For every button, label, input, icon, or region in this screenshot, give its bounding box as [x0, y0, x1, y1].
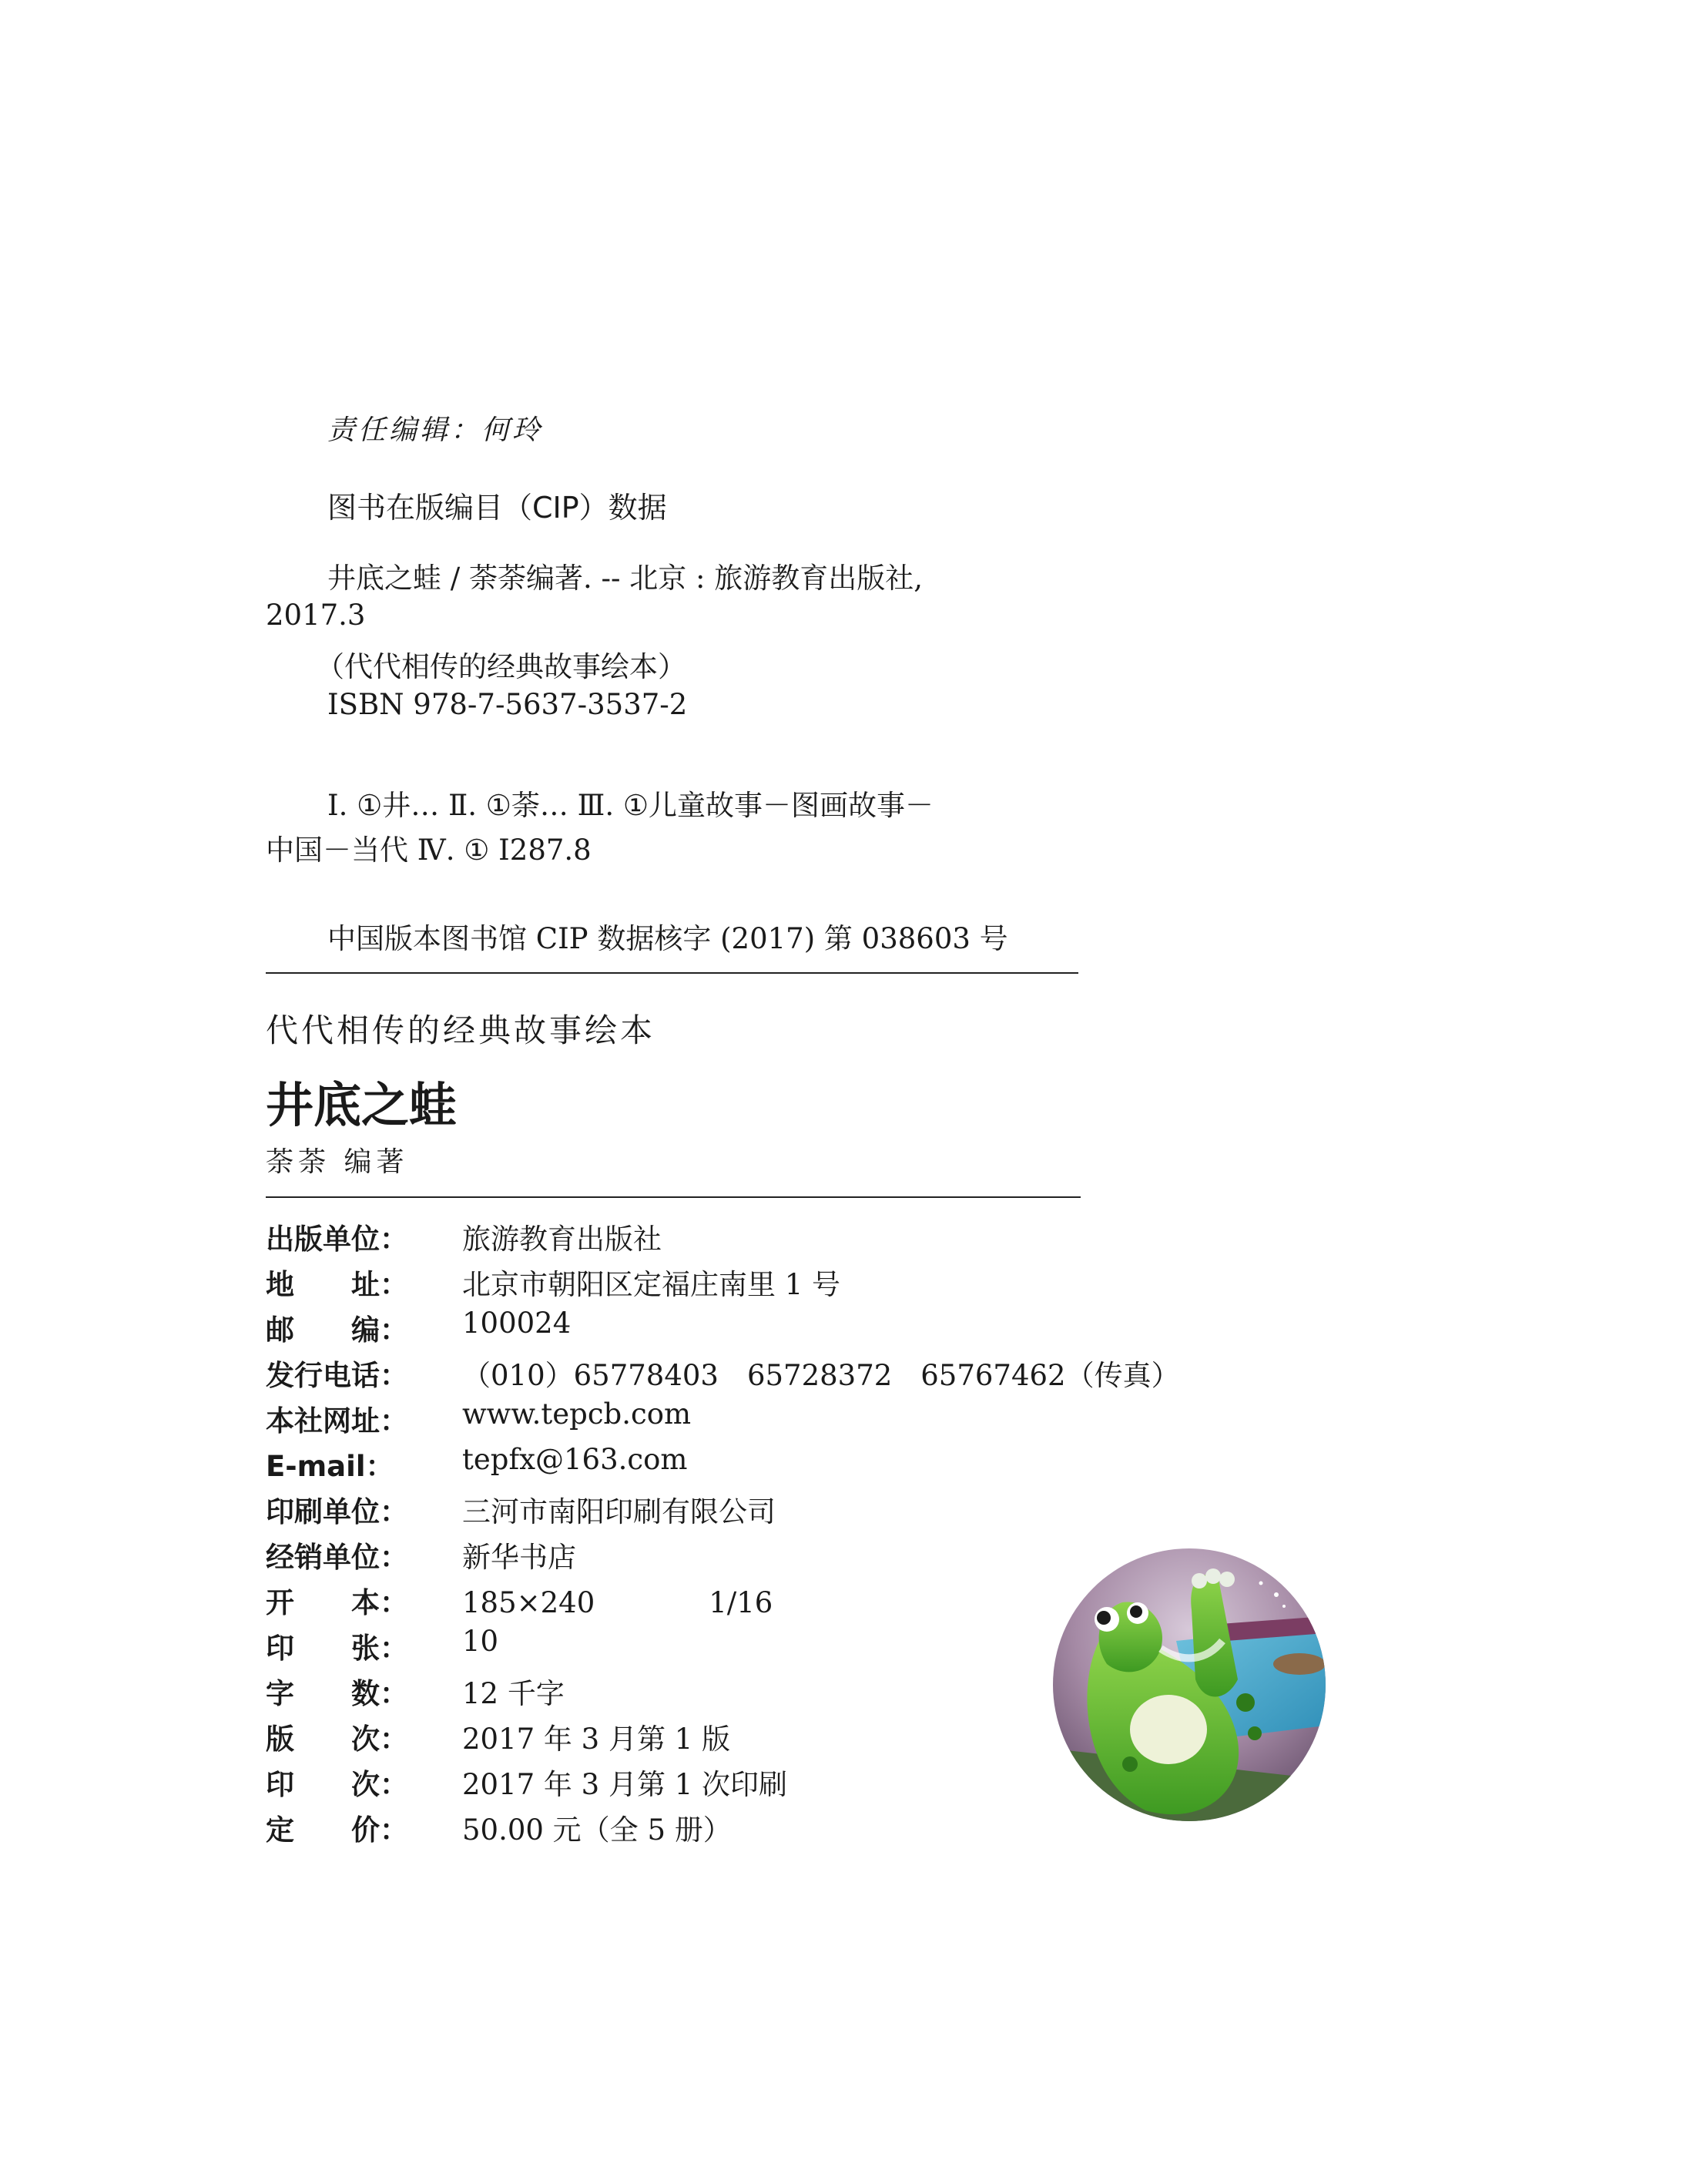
info-label: 出版单位：: [266, 1223, 408, 1256]
info-value: 185×240 1/16: [462, 1586, 773, 1619]
cip-line: 井底之蛙 / 荼荼编著. -- 北京 : 旅游教育出版社,: [327, 562, 924, 595]
info-label: 定 价：: [266, 1813, 408, 1847]
cip-line: 2017.3: [266, 599, 366, 632]
info-value: tepfx@163.com: [462, 1443, 688, 1476]
info-label: 印 张：: [266, 1632, 408, 1665]
cip-line: ISBN 978-7-5637-3537-2: [327, 688, 688, 721]
info-label: 地 址：: [266, 1268, 408, 1301]
info-label: 邮 编：: [266, 1313, 408, 1347]
author-line: 荼荼 编著: [266, 1146, 409, 1178]
cip-line: Ⅰ. ①井… Ⅱ. ①荼… Ⅲ. ①儿童故事－图画故事－: [327, 789, 934, 822]
responsible-editor: 责任编辑：何玲: [327, 414, 544, 446]
info-value: 2017 年 3 月第 1 次印刷: [462, 1768, 788, 1801]
book-title: 井底之蛙: [266, 1077, 458, 1133]
info-value: 北京市朝阳区定福庄南里 1 号: [462, 1268, 841, 1301]
info-label: 经销单位：: [266, 1541, 408, 1574]
divider-rule: [266, 972, 1078, 974]
info-label: 字 数：: [266, 1677, 408, 1710]
info-value: 50.00 元（全 5 册）: [462, 1813, 732, 1847]
info-value: 2017 年 3 月第 1 版: [462, 1723, 731, 1756]
cip-heading: 图书在版编目（CIP）数据: [327, 491, 667, 525]
cip-line: 中国－当代 Ⅳ. ① I287.8: [266, 834, 592, 867]
info-label: 印刷单位：: [266, 1495, 408, 1528]
series-name: 代代相传的经典故事绘本: [266, 1011, 656, 1049]
info-label: 本社网址：: [266, 1404, 408, 1438]
info-label: 发行电话：: [266, 1359, 408, 1392]
info-value: www.tepcb.com: [462, 1397, 692, 1431]
info-value: 旅游教育出版社: [462, 1223, 662, 1256]
frog-illustration: [1053, 1548, 1326, 1821]
info-value: （010）65778403 65728372 65767462（传真）: [462, 1359, 1180, 1392]
info-value: 12 千字: [462, 1677, 565, 1710]
info-label: 印 次：: [266, 1768, 408, 1801]
info-value: 10: [462, 1625, 499, 1658]
cip-line: （代代相传的经典故事绘本）: [316, 650, 686, 683]
info-label: 版 次：: [266, 1723, 408, 1756]
info-value: 100024: [462, 1307, 572, 1340]
info-label: 开 本：: [266, 1586, 408, 1619]
cip-line: 中国版本图书馆 CIP 数据核字 (2017) 第 038603 号: [327, 922, 1008, 955]
info-value: 三河市南阳印刷有限公司: [462, 1495, 776, 1528]
info-label: E-mail：: [266, 1450, 394, 1483]
divider-rule: [266, 1196, 1081, 1198]
info-value: 新华书店: [462, 1541, 576, 1574]
